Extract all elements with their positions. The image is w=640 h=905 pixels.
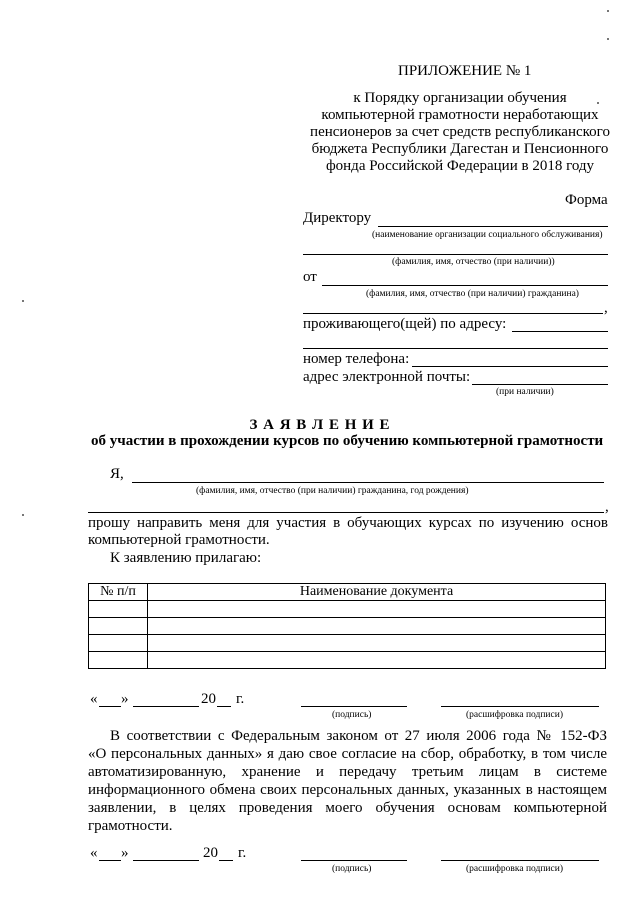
director-org-field[interactable] xyxy=(378,226,608,227)
appendix-line: фонда Российской Федерации в 2018 году xyxy=(325,158,595,174)
request-text-line2: компьютерной грамотности. xyxy=(88,532,270,548)
date-year-field[interactable] xyxy=(219,860,233,861)
table-cell[interactable] xyxy=(148,635,606,652)
request-text-line1: прошу направить меня для участия в обучающих курсах по изучению основ xyxy=(88,515,608,531)
table-cell[interactable] xyxy=(89,635,148,652)
table-cell[interactable] xyxy=(89,618,148,635)
phone-field[interactable] xyxy=(412,366,608,367)
signature-decode-field[interactable] xyxy=(441,860,599,861)
signature-field[interactable] xyxy=(301,706,407,707)
column-header-number: № п/п xyxy=(89,584,148,601)
table-row[interactable] xyxy=(89,652,606,669)
consent-line: В соответствии с Федеральным законом от 27 июля 2006 года № 152-ФЗ xyxy=(110,728,607,744)
consent-line: автоматизированную, хранение и передачу третьим лицам в системе xyxy=(88,764,607,780)
director-name-field[interactable] xyxy=(303,254,608,255)
date-close-quote: » xyxy=(121,691,129,707)
consent-line: заявлении, в целях проведения моего обучения основам компьютерной xyxy=(88,800,607,816)
form-label: Форма xyxy=(565,192,608,208)
email-label: адрес электронной почты: xyxy=(303,369,471,385)
signature-field[interactable] xyxy=(301,860,407,861)
residing-label: проживающего(щей) по адресу: xyxy=(303,316,507,332)
date-year-suffix: г. xyxy=(238,845,247,861)
email-hint: (при наличии) xyxy=(496,387,554,397)
org-hint: (наименование организации социального обслуживания) xyxy=(372,230,603,240)
address-field[interactable] xyxy=(512,331,608,332)
statement-subtitle: об участии в прохождении курсов по обучению компьютерной грамотности xyxy=(91,433,604,449)
table-cell[interactable] xyxy=(148,652,606,669)
citizen-name-field[interactable] xyxy=(322,285,608,286)
scan-speck xyxy=(607,38,609,40)
applicant-field[interactable] xyxy=(132,482,604,483)
table-cell[interactable] xyxy=(89,652,148,669)
date-month-field[interactable] xyxy=(133,860,199,861)
scan-speck xyxy=(607,10,609,12)
table-row[interactable] xyxy=(89,601,606,618)
scan-speck xyxy=(22,300,24,302)
column-header-document: Наименование документа xyxy=(148,584,606,601)
table-cell[interactable] xyxy=(148,601,606,618)
appendix-title: ПРИЛОЖЕНИЕ № 1 xyxy=(398,63,532,79)
appendix-line: бюджета Республики Дагестан и Пенсионного xyxy=(311,141,609,157)
date-year-field[interactable] xyxy=(217,706,231,707)
table-row[interactable] xyxy=(89,618,606,635)
from-label: от xyxy=(303,269,317,285)
comma: , xyxy=(605,499,609,515)
appendix-line: к Порядку организации обучения xyxy=(353,90,567,106)
date-close-quote: » xyxy=(121,845,129,861)
director-label: Директору xyxy=(303,210,372,226)
consent-line: грамотности. xyxy=(88,818,173,834)
appendix-line: компьютерной грамотности неработающих xyxy=(321,107,599,123)
date-day-field[interactable] xyxy=(99,706,121,707)
date-month-field[interactable] xyxy=(133,706,199,707)
scan-speck xyxy=(22,514,24,516)
date-open-quote: « xyxy=(90,845,98,861)
i-label: Я, xyxy=(110,466,124,482)
date-year-prefix: 20 xyxy=(203,845,218,861)
consent-line: «О персональных данных» я даю свое согласие на сбор, обработку, в том числе xyxy=(88,746,607,762)
attach-label: К заявлению прилагаю: xyxy=(110,550,262,566)
statement-title: З А Я В Л Е Н И Е xyxy=(249,417,391,433)
date-open-quote: « xyxy=(90,691,98,707)
director-name-hint: (фамилия, имя, отчество (при наличии)) xyxy=(392,257,555,267)
documents-table xyxy=(88,583,606,669)
table-cell[interactable] xyxy=(148,618,606,635)
email-field[interactable] xyxy=(472,384,608,385)
signature-hint: (подпись) xyxy=(332,710,372,720)
citizen-hint: (фамилия, имя, отчество (при наличии) гражданина) xyxy=(366,289,579,299)
date-year-prefix: 20 xyxy=(201,691,216,707)
comma: , xyxy=(604,300,608,316)
table-cell[interactable] xyxy=(89,601,148,618)
table-row[interactable] xyxy=(89,635,606,652)
signature-hint: (подпись) xyxy=(332,864,372,874)
appendix-line: пенсионеров за счет средств республиканского xyxy=(310,124,610,140)
consent-line: информационного обмена своих персональных данных, указанных в настоящем xyxy=(88,782,607,798)
person-hint: (фамилия, имя, отчество (при наличии) гражданина, год рождения) xyxy=(196,486,469,496)
signature-decode-field[interactable] xyxy=(441,706,599,707)
applicant-field-2[interactable] xyxy=(88,512,604,513)
citizen-name-field-2[interactable] xyxy=(303,313,603,314)
address-field-2[interactable] xyxy=(303,348,608,349)
table-header-row xyxy=(89,584,606,601)
date-day-field[interactable] xyxy=(99,860,121,861)
date-year-suffix: г. xyxy=(236,691,245,707)
decode-hint: (расшифровка подписи) xyxy=(466,864,563,874)
phone-label: номер телефона: xyxy=(303,351,410,367)
decode-hint: (расшифровка подписи) xyxy=(466,710,563,720)
